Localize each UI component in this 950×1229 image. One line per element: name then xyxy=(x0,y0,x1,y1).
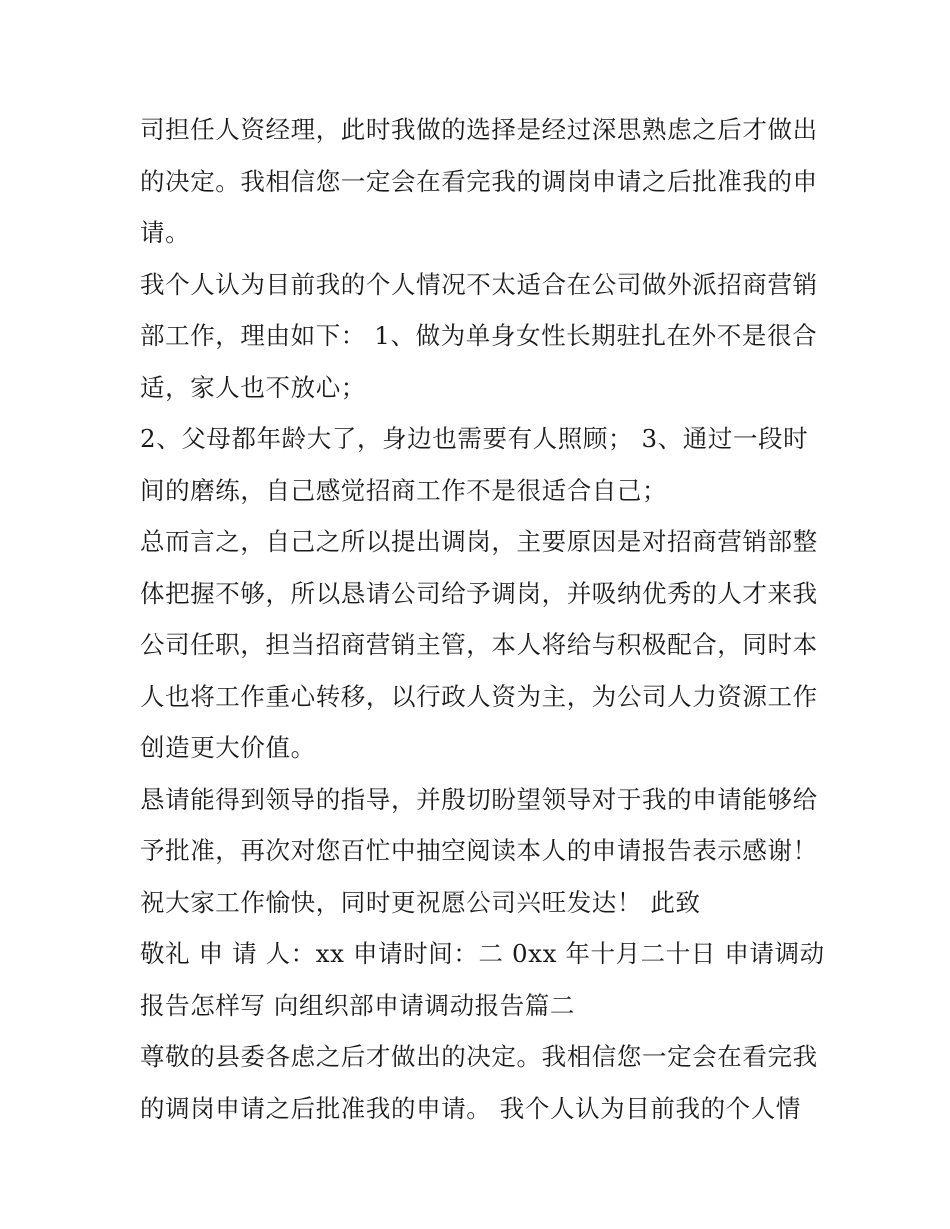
text-line: 敬礼 申 请 人：xx 申请时间：二 0xx 年十月二十日 申请调动 xyxy=(140,939,825,968)
text-line: 间的磨练，自己感觉招商工作不是很适合自己； xyxy=(140,475,668,505)
text-line: 恳请能得到领导的指导，并殷切盼望领导对于我的申请能够给 xyxy=(140,784,818,814)
text-line: 的决定。我相信您一定会在看完我的调岗申请之后批准我的申 xyxy=(140,166,818,196)
text-line: 部工作，理由如下： 1、做为单身女性长期驻扎在外不是很合 xyxy=(140,321,818,350)
text-line: 公司任职，担当招商营销主管，本人将给与积极配合，同时本 xyxy=(140,630,818,659)
text-line: 予批准，再次对您百忙中抽空阅读本人的申请报告表示感谢！ xyxy=(140,836,818,865)
text-line: 2、父母都年龄大了，身边也需要有人照顾； 3、通过一段时 xyxy=(140,424,809,453)
text-line: 人也将工作重心转移，以行政人资为主，为公司人力资源工作 xyxy=(140,681,818,711)
text-line: 适，家人也不放心； xyxy=(140,372,366,402)
text-line: 体把握不够，所以恳请公司给予调岗，并吸纳优秀的人才来我 xyxy=(140,578,818,608)
text-line: 司担任人资经理，此时我做的选择是经过深思熟虑之后才做出 xyxy=(140,115,818,144)
document-body xyxy=(140,104,830,1134)
text-line: 我个人认为目前我的个人情况不太适合在公司做外派招商营销 xyxy=(140,269,818,299)
text-line: 的调岗申请之后批准我的申请。 我个人认为目前我的个人情 xyxy=(140,1093,801,1123)
text-line: 请。 xyxy=(140,218,191,247)
text-line: 尊敬的县委各虑之后才做出的决定。我相信您一定会在看完我 xyxy=(140,1042,818,1071)
text-line: 创造更大价值。 xyxy=(140,733,316,762)
text-line: 祝大家工作愉快，同时更祝愿公司兴旺发达！ 此致 xyxy=(140,887,701,917)
text-line: 总而言之，自己之所以提出调岗，主要原因是对招商营销部整 xyxy=(140,527,818,556)
text-line: 报告怎样写 向组织部申请调动报告篇二 xyxy=(140,990,576,1020)
